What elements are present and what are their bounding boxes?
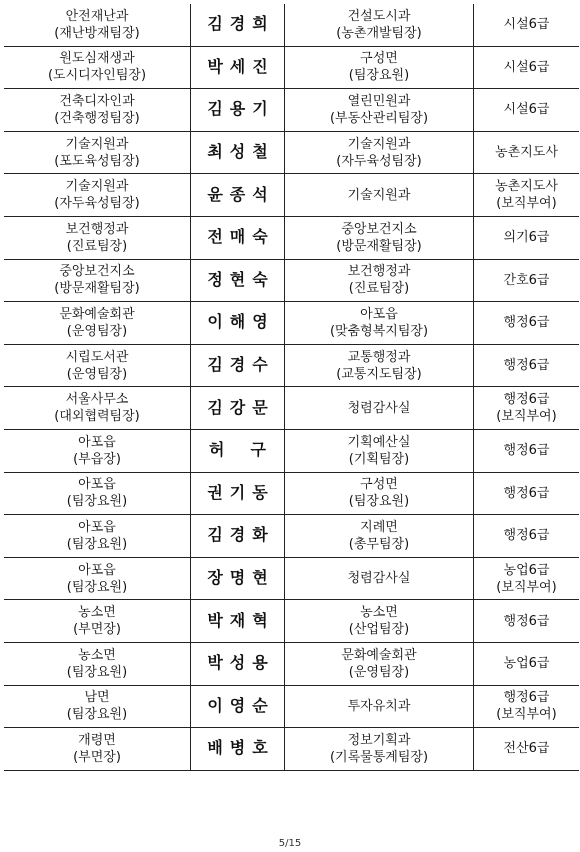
person-name: 박성용	[207, 653, 275, 673]
previous-post-cell-line: 안전재난과	[65, 8, 129, 24]
previous-post-cell-line: 아포읍	[78, 562, 116, 578]
person-name: 박재혁	[207, 610, 275, 630]
new-post-cell-line: 기술지원과	[347, 136, 411, 152]
previous-post-cell-line: (부면장)	[73, 749, 121, 765]
new-post-cell-line: (팀장요원)	[348, 68, 410, 84]
new-post-cell-line: 교통행정과	[347, 349, 411, 365]
new-post-cell-line: 구성면	[360, 477, 398, 493]
person-name: 최성철	[207, 142, 275, 162]
new-post-cell-line: (교통지도팀장)	[336, 366, 422, 382]
grade-cell-line: 간호6급	[503, 272, 550, 288]
previous-post-cell-line: (팀장요원)	[66, 494, 128, 510]
new-post-cell	[285, 429, 474, 472]
page-number: 5/15	[278, 838, 302, 849]
person-name-cell	[191, 89, 285, 132]
previous-post-cell	[4, 429, 191, 472]
previous-post-cell-line: (대외협력팀장)	[54, 409, 140, 425]
grade-cell	[474, 131, 580, 174]
new-post-cell-line: 지례면	[360, 519, 398, 535]
grade-cell-line: 전산6급	[503, 741, 550, 757]
grade-cell-line: (보직부여)	[496, 707, 557, 723]
grade-cell	[474, 344, 580, 387]
person-name-cell	[191, 302, 285, 345]
new-post-cell	[285, 131, 474, 174]
grade-cell	[474, 4, 580, 46]
previous-post-cell-line: (진료팀장)	[66, 238, 128, 254]
previous-post-cell-line: 아포읍	[78, 434, 116, 450]
grade-cell-line: (보직부여)	[496, 409, 557, 425]
table-row	[4, 685, 579, 728]
new-post-cell-line: 보건행정과	[347, 264, 411, 280]
grade-cell-line: 행정6급	[503, 358, 550, 374]
table-row	[4, 302, 579, 345]
new-post-cell	[285, 642, 474, 685]
grade-cell	[474, 302, 580, 345]
person-name: 윤종석	[207, 184, 275, 204]
person-name-cell	[191, 216, 285, 259]
table-row	[4, 429, 579, 472]
table-row	[4, 344, 579, 387]
new-post-cell-line: (농촌개발팀장)	[336, 25, 422, 41]
new-post-cell-line: (자두육성팀장)	[336, 153, 422, 169]
grade-cell	[474, 174, 580, 217]
person-name-cell	[191, 600, 285, 643]
grade-cell	[474, 728, 580, 771]
new-post-cell	[285, 472, 474, 515]
person-name-cell	[191, 429, 292, 472]
new-post-cell	[285, 515, 474, 558]
grade-cell-line: 농업6급	[503, 562, 550, 578]
grade-cell	[474, 642, 580, 685]
person-name-cell	[191, 685, 285, 728]
person-name-cell	[191, 131, 285, 174]
previous-post-cell-line: (팀장요원)	[66, 536, 128, 552]
person-name-cell	[191, 642, 285, 685]
person-name-cell	[191, 46, 285, 89]
grade-cell	[474, 216, 580, 259]
person-name: 이해영	[207, 312, 275, 332]
person-name: 김경희	[207, 14, 275, 34]
previous-post-cell-line: (팀장요원)	[66, 664, 128, 680]
person-name-cell	[191, 515, 285, 558]
new-post-cell-line: (기획팀장)	[348, 451, 410, 467]
new-post-cell-line: 청렴감사실	[347, 400, 411, 416]
previous-post-cell-line: (방문재활팀장)	[54, 281, 140, 297]
grade-cell	[474, 557, 580, 600]
previous-post-cell-line: 농소면	[78, 647, 116, 663]
grade-cell-line: (보직부여)	[496, 196, 557, 212]
previous-post-cell	[4, 216, 191, 259]
person-name: 김강문	[207, 397, 275, 417]
person-name-cell	[191, 259, 285, 302]
table-row	[4, 174, 579, 217]
previous-post-cell	[4, 89, 191, 132]
table-row	[4, 259, 579, 302]
table-row	[4, 642, 579, 685]
previous-post-cell	[4, 174, 191, 217]
grade-cell-line: 의기6급	[503, 230, 550, 246]
previous-post-cell-line: 기술지원과	[65, 136, 129, 152]
new-post-cell-line: 청렴감사실	[347, 571, 411, 587]
personnel-table-body	[4, 4, 579, 770]
person-name: 권기동	[207, 482, 275, 502]
person-name: 김경수	[207, 355, 275, 375]
new-post-cell-line: 정보기획과	[347, 732, 411, 748]
previous-post-cell-line: (건축행정팀장)	[54, 110, 140, 126]
grade-cell	[474, 600, 580, 643]
person-name: 허구	[209, 440, 292, 460]
previous-post-cell-line: 아포읍	[78, 519, 116, 535]
person-name-cell	[191, 387, 285, 430]
table-row	[4, 216, 579, 259]
table-row	[4, 46, 579, 89]
grade-cell-line: 행정6급	[503, 485, 550, 501]
grade-cell-line: 시설6급	[503, 102, 550, 118]
previous-post-cell-line: (재난방재팀장)	[54, 25, 140, 41]
person-name: 전매숙	[207, 227, 275, 247]
previous-post-cell-line: 시립도서관	[65, 349, 129, 365]
table-row	[4, 728, 579, 771]
new-post-cell-line: (진료팀장)	[348, 281, 410, 297]
previous-post-cell	[4, 600, 191, 643]
previous-post-cell	[4, 685, 191, 728]
grade-cell-line: 시설6급	[503, 59, 550, 75]
table-row	[4, 472, 579, 515]
person-name: 배병호	[207, 738, 275, 758]
previous-post-cell-line: 개령면	[78, 732, 116, 748]
grade-cell	[474, 89, 580, 132]
previous-post-cell-line: 아포읍	[78, 477, 116, 493]
previous-post-cell-line: (운영팀장)	[66, 366, 128, 382]
previous-post-cell-line: (포도육성팀장)	[54, 153, 140, 169]
previous-post-cell	[4, 131, 191, 174]
new-post-cell-line: 건설도시과	[347, 8, 411, 24]
previous-post-cell	[4, 642, 191, 685]
table-row	[4, 600, 579, 643]
previous-post-cell	[4, 472, 191, 515]
new-post-cell	[285, 600, 474, 643]
new-post-cell-line: 문화예술회관	[341, 647, 417, 663]
table-row	[4, 387, 579, 430]
previous-post-cell	[4, 728, 191, 771]
person-name: 김용기	[207, 99, 275, 119]
new-post-cell	[285, 174, 474, 217]
previous-post-cell-line: (자두육성팀장)	[54, 196, 140, 212]
table-row	[4, 89, 579, 132]
grade-cell-line: 농업6급	[503, 656, 550, 672]
person-name-cell	[191, 472, 285, 515]
grade-cell-line: 행정6급	[503, 528, 550, 544]
new-post-cell	[285, 4, 474, 46]
new-post-cell	[285, 728, 474, 771]
previous-post-cell-line: 서울사무소	[65, 392, 129, 408]
new-post-cell	[285, 259, 474, 302]
table-row	[4, 4, 579, 46]
person-name: 정현숙	[207, 269, 275, 289]
new-post-cell-line: (팀장요원)	[348, 494, 410, 510]
previous-post-cell	[4, 557, 191, 600]
grade-cell-line: 행정6급	[503, 613, 550, 629]
table-row	[4, 515, 579, 558]
grade-cell	[474, 387, 580, 430]
grade-cell-line: 행정6급	[503, 443, 550, 459]
new-post-cell	[285, 387, 474, 430]
grade-cell-line: (보직부여)	[496, 579, 557, 595]
previous-post-cell-line: 원도심재생과	[59, 51, 135, 67]
new-post-cell	[285, 302, 474, 345]
previous-post-cell	[4, 46, 191, 89]
new-post-cell-line: (총무팀장)	[348, 536, 410, 552]
grade-cell	[474, 515, 580, 558]
person-name: 장명현	[207, 568, 275, 588]
new-post-cell	[285, 89, 474, 132]
previous-post-cell-line: 남면	[84, 690, 110, 706]
person-name-cell	[191, 728, 285, 771]
new-post-cell-line: 아포읍	[360, 306, 398, 322]
person-name-cell	[191, 174, 285, 217]
person-name: 이영순	[207, 695, 275, 715]
new-post-cell-line: (방문재활팀장)	[336, 238, 422, 254]
grade-cell	[474, 472, 580, 515]
new-post-cell-line: 구성면	[360, 51, 398, 67]
grade-cell	[474, 46, 580, 89]
new-post-cell	[285, 685, 474, 728]
new-post-cell-line: 농소면	[360, 605, 398, 621]
grade-cell-line: 시설6급	[503, 17, 550, 33]
previous-post-cell-line: (팀장요원)	[66, 579, 128, 595]
grade-cell-line: 행정6급	[503, 315, 550, 331]
person-name-cell	[191, 344, 285, 387]
person-name: 김경화	[207, 525, 275, 545]
grade-cell-line: 행정6급	[503, 392, 550, 408]
new-post-cell	[285, 46, 474, 89]
new-post-cell-line: (운영팀장)	[348, 664, 410, 680]
new-post-cell-line: 열린민원과	[347, 93, 411, 109]
grade-cell	[474, 685, 580, 728]
new-post-cell	[285, 216, 474, 259]
new-post-cell-line: (부동산관리팀장)	[329, 110, 429, 126]
previous-post-cell-line: 건축디자인과	[59, 93, 135, 109]
grade-cell-line: 행정6급	[503, 690, 550, 706]
previous-post-cell-line: (도시디자인팀장)	[47, 68, 147, 84]
previous-post-cell-line: (부읍장)	[73, 451, 121, 467]
previous-post-cell	[4, 387, 191, 430]
person-name: 박세진	[207, 56, 275, 76]
new-post-cell-line: 기술지원과	[347, 187, 411, 203]
previous-post-cell-line: 농소면	[78, 605, 116, 621]
new-post-cell-line: 기획예산실	[347, 434, 411, 450]
new-post-cell	[285, 557, 474, 600]
grade-cell	[474, 429, 580, 472]
new-post-cell-line: (산업팀장)	[348, 622, 410, 638]
grade-cell-line: 농촌지도사	[495, 145, 558, 161]
new-post-cell-line: (맞춤형복지팀장)	[329, 323, 429, 339]
table-row	[4, 131, 579, 174]
new-post-cell-line: 투자유치과	[347, 698, 411, 714]
personnel-table	[4, 4, 579, 771]
previous-post-cell	[4, 344, 191, 387]
grade-cell	[474, 259, 580, 302]
new-post-cell-line: 중앙보건지소	[341, 221, 417, 237]
previous-post-cell	[4, 259, 191, 302]
previous-post-cell-line: (운영팀장)	[66, 323, 128, 339]
previous-post-cell-line: (팀장요원)	[66, 707, 128, 723]
new-post-cell-line: (기록물통계팀장)	[329, 749, 429, 765]
person-name-cell	[191, 4, 285, 46]
new-post-cell	[285, 344, 474, 387]
previous-post-cell	[4, 302, 191, 345]
previous-post-cell-line: 문화예술회관	[59, 306, 135, 322]
previous-post-cell	[4, 4, 191, 46]
grade-cell-line: 농촌지도사	[495, 179, 558, 195]
previous-post-cell-line: 중앙보건지소	[59, 264, 135, 280]
person-name-cell	[191, 557, 285, 600]
previous-post-cell	[4, 515, 191, 558]
table-row	[4, 557, 579, 600]
previous-post-cell-line: 기술지원과	[65, 179, 129, 195]
previous-post-cell-line: 보건행정과	[65, 221, 129, 237]
previous-post-cell-line: (부면장)	[73, 622, 121, 638]
